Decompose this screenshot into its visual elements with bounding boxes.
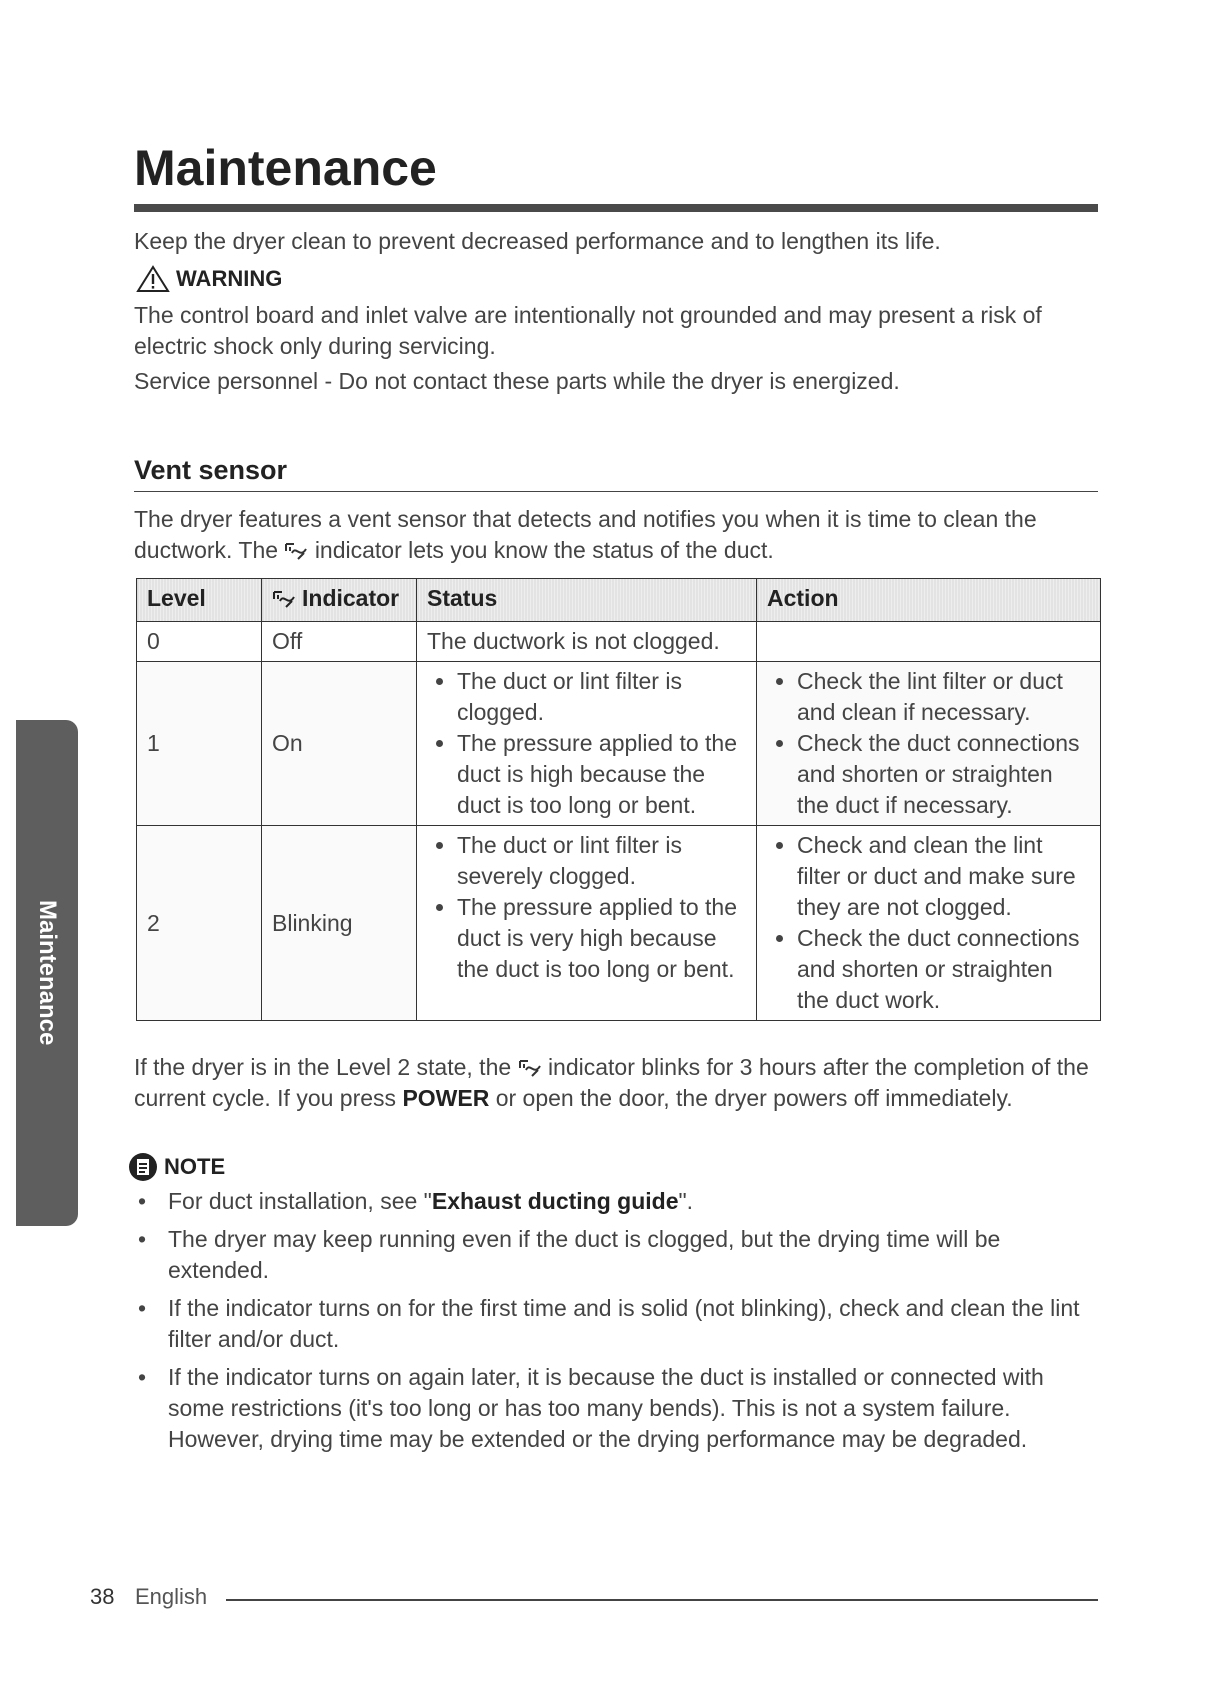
list-item: • Check the duct connections and shorten or straighten the duct if necessary. <box>797 728 1090 821</box>
list-item: • The duct or lint filter is clogged. <box>457 666 746 728</box>
list-item: • Check the duct connections and shorten or straighten the duct work. <box>797 923 1090 1016</box>
power-label: POWER <box>402 1085 490 1111</box>
cell-action <box>757 662 1101 826</box>
header-indicator <box>262 579 417 622</box>
section-rule <box>134 491 1098 492</box>
note-first-after: ". <box>678 1188 694 1214</box>
list-item: • If the indicator turns on for the first time and is solid (not blinking), check and clean the lint filter and/or duct. <box>134 1293 1098 1355</box>
footer-language: English <box>135 1584 208 1609</box>
note-first-before: For duct installation, see " <box>168 1188 432 1214</box>
title-rule <box>134 204 1098 212</box>
after-text-middle: indicator blinks for 3 hours after the completion of the current cycle. If you press <box>134 1054 1089 1111</box>
side-tab-label: Maintenance <box>34 900 61 1046</box>
cell-level: 1 <box>137 662 262 826</box>
cell-indicator: Blinking <box>262 826 417 1021</box>
header-action: Action <box>757 579 1101 622</box>
list-item: • The pressure applied to the duct is high because the duct is too long or bent. <box>457 728 746 821</box>
vent-sensor-description <box>134 504 1098 566</box>
intro-text: Keep the dryer clean to prevent decreased performance and to lengthen its life. <box>134 228 941 254</box>
exhaust-ducting-guide-link[interactable]: Exhaust ducting guide <box>431 1188 679 1214</box>
cell-status <box>417 662 757 826</box>
vent-sensor-icon <box>272 589 296 609</box>
header-status: Status <box>417 579 757 622</box>
table-row <box>137 662 1101 826</box>
page-number: 38 <box>90 1584 115 1609</box>
warning-triangle-icon <box>136 265 170 293</box>
vent-sensor-table <box>136 578 1101 1021</box>
list-item: • The dryer may keep running even if the duct is clogged, but the drying time will be extended. <box>134 1224 1098 1286</box>
vent-desc-after: indicator lets you know the status of the duct. <box>314 537 774 563</box>
note-icon <box>128 1152 158 1182</box>
table-row <box>137 622 1101 662</box>
footer-rule <box>226 1599 1098 1601</box>
section-title-vent-sensor: Vent sensor <box>134 455 288 485</box>
after-text-before: If the dryer is in the Level 2 state, the <box>134 1054 512 1080</box>
cell-status <box>417 826 757 1021</box>
list-item: • Check and clean the lint filter or duct and make sure they are not clogged. <box>797 830 1090 923</box>
after-text-end: or open the door, the dryer powers off immediately. <box>495 1085 1013 1111</box>
side-tab[interactable] <box>16 720 78 1226</box>
table-header-row <box>137 579 1101 622</box>
warning-label: WARNING <box>176 266 283 291</box>
warning-text-1: The control board and inlet valve are intentionally not grounded and may present a risk of electric shock only during servicing. <box>134 302 1042 359</box>
list-item: • Check the lint filter or duct and clean if necessary. <box>797 666 1090 728</box>
cell-action <box>757 826 1101 1021</box>
note-label: NOTE <box>164 1154 226 1179</box>
warning-text-2: Service personnel - Do not contact these parts while the dryer is energized. <box>134 368 900 394</box>
table-row <box>137 826 1101 1021</box>
list-item: • If the indicator turns on again later, it is because the duct is installed or connected with some restrictions (it's too long or has too many bends). This is not a system failure. However, drying time may be extended or the drying performance may be degraded. <box>134 1362 1098 1455</box>
cell-indicator: Off <box>262 622 417 662</box>
cell-level: 0 <box>137 622 262 662</box>
vent-desc-before: The dryer features a vent sensor that detects and notifies you when it is time to clean the ductwork. The <box>134 506 1037 563</box>
vent-sensor-icon <box>518 1058 542 1078</box>
note-list <box>134 1186 1098 1462</box>
level-2-description <box>134 1052 1098 1114</box>
page-title: Maintenance <box>134 140 437 196</box>
list-item: • The duct or lint filter is severely clogged. <box>457 830 746 892</box>
note-heading <box>128 1152 225 1182</box>
list-item <box>134 1186 1098 1217</box>
cell-status: The ductwork is not clogged. <box>417 622 757 662</box>
header-level: Level <box>137 579 262 622</box>
list-item: • The pressure applied to the duct is very high because the duct is too long or bent. <box>457 892 746 985</box>
cell-level: 2 <box>137 826 262 1021</box>
cell-indicator: On <box>262 662 417 826</box>
header-indicator-label: Indicator <box>302 585 400 611</box>
vent-sensor-icon <box>284 541 308 561</box>
cell-action <box>757 622 1101 662</box>
warning-heading <box>136 265 282 293</box>
